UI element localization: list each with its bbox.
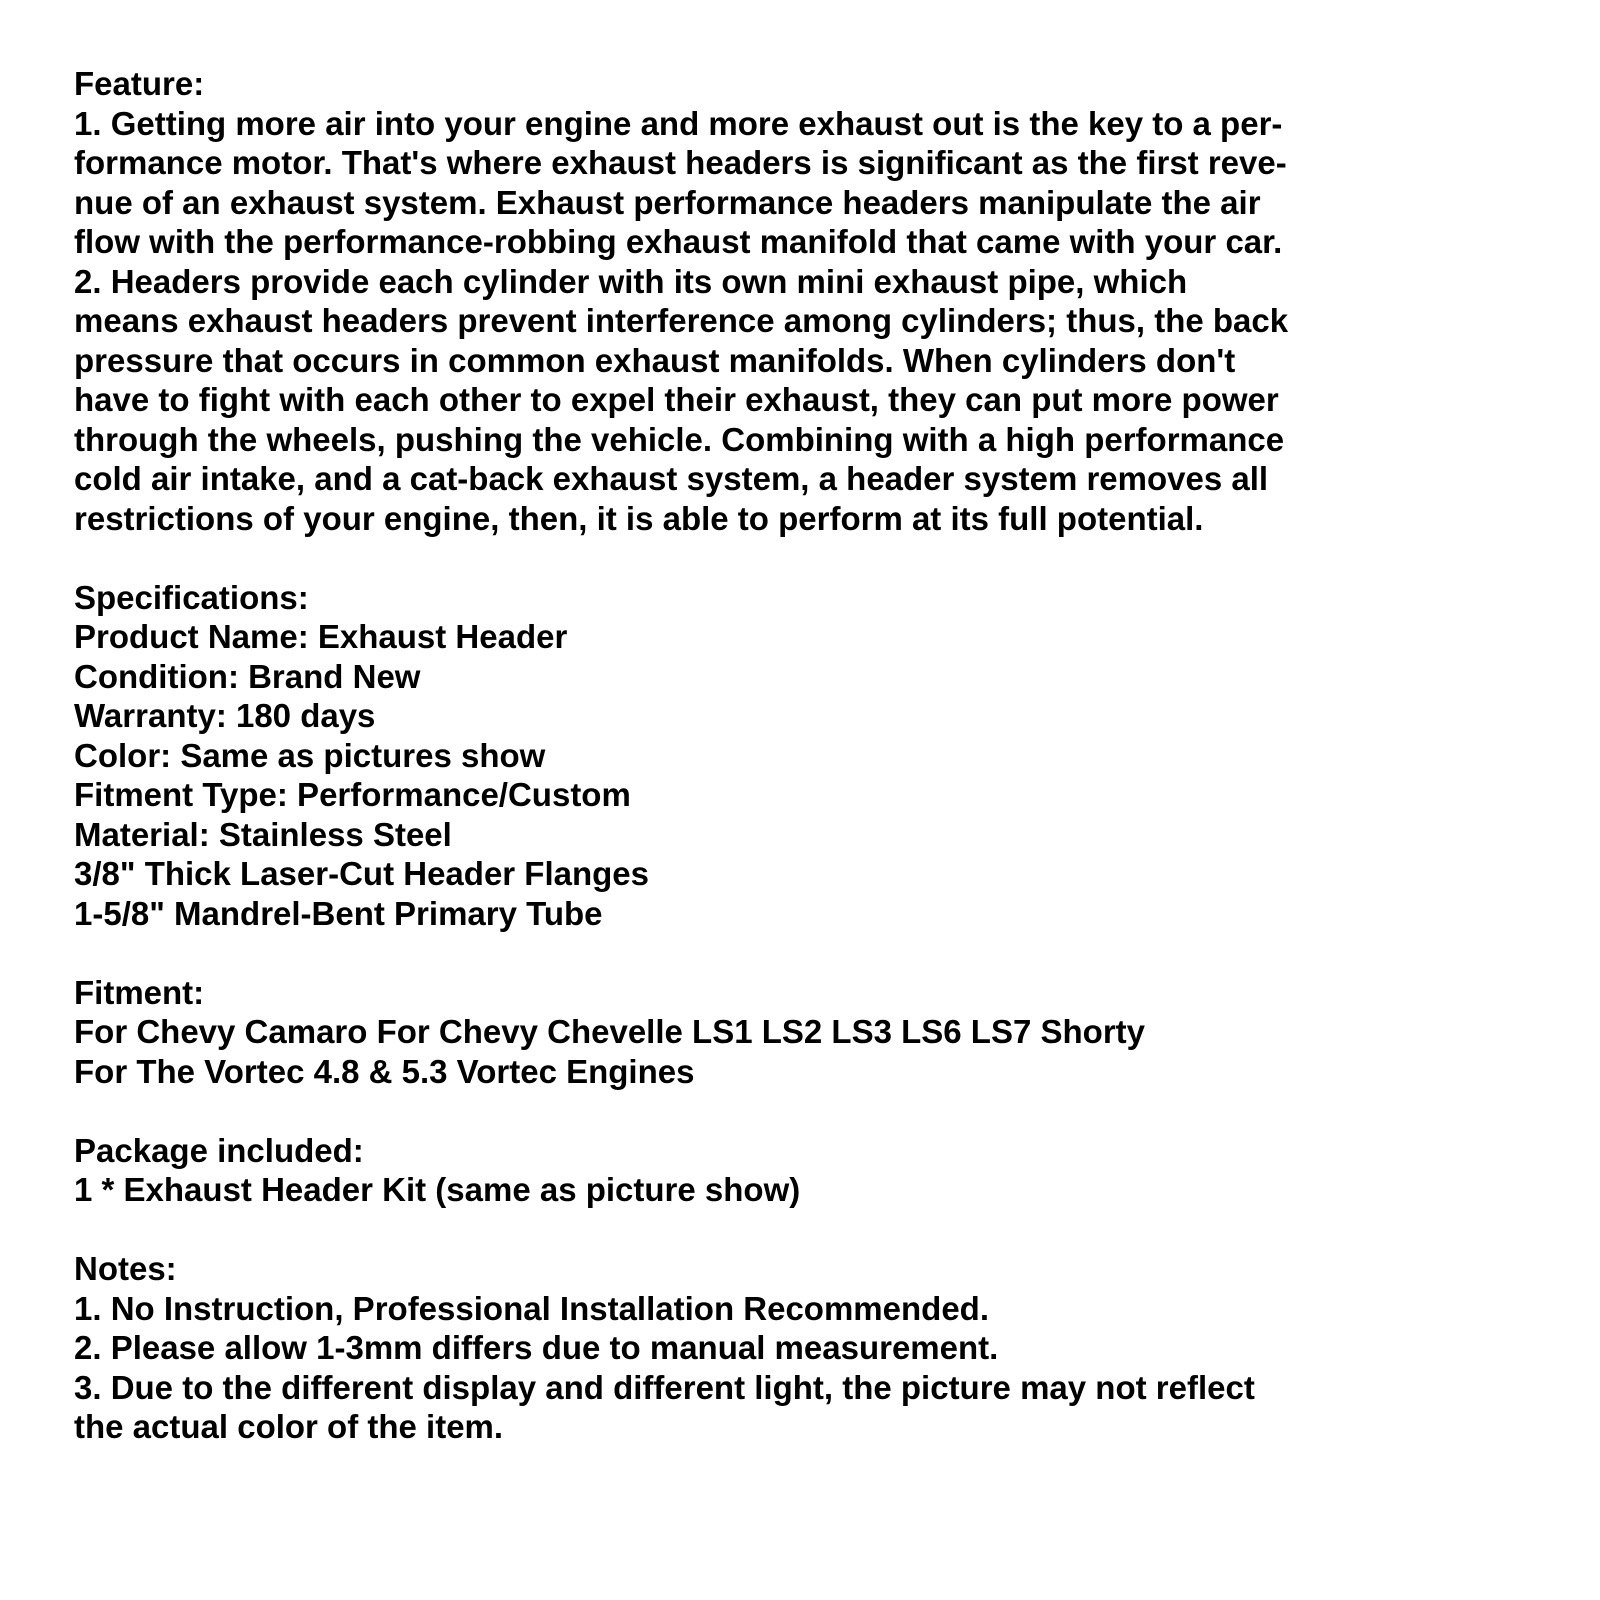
text-line: 1-5/8" Mandrel-Bent Primary Tube [74, 894, 603, 932]
text-line: 1. Getting more air into your engine and more exhaust out is the key to a per- [74, 104, 1283, 142]
section-heading-package-included: Package included: [74, 1131, 364, 1169]
section-feature [74, 64, 1534, 538]
section-heading-specifications: Specifications: [74, 578, 309, 616]
text-line: have to fight with each other to expel their exhaust, they can put more power [74, 381, 1279, 418]
section-heading-fitment: Fitment: [74, 973, 205, 1011]
text-line: pressure that occurs in common exhaust manifolds. When cylinders don't [74, 341, 1236, 379]
text-line: 3. Due to the different display and different light, the picture may not reflect [74, 1368, 1255, 1406]
text-line: nue of an exhaust system. Exhaust performance headers manipulate the air [74, 183, 1261, 221]
text-line: through the wheels, pushing the vehicle. Combining with a high performance [74, 420, 1285, 458]
text-line: 3/8" Thick Laser-Cut Header Flanges [74, 855, 650, 892]
text-line: Fitment Type: Performance/Custom [74, 776, 631, 813]
text-line: For The Vortec 4.8 & 5.3 Vortec Engines [74, 1052, 695, 1090]
text-line: Warranty: 180 days [74, 697, 376, 734]
text-line: the actual color of the item. [74, 1408, 504, 1445]
text-line: 2. Headers provide each cylinder with its own mini exhaust pipe, which [74, 262, 1188, 300]
section-package-included [74, 1131, 1534, 1210]
text-line: restrictions of your engine, then, it is able to perform at its full potential. [74, 499, 1204, 537]
section-heading-notes: Notes: [74, 1250, 177, 1287]
section-heading-feature: Feature: [74, 65, 205, 102]
text-line: Product Name: Exhaust Header [74, 618, 568, 655]
text-line: Condition: Brand New [74, 657, 421, 695]
text-line: formance motor. That's where exhaust headers is significant as the first reve- [74, 144, 1287, 181]
section-fitment [74, 973, 1534, 1092]
text-line: cold air intake, and a cat-back exhaust system, a header system removes all [74, 460, 1269, 497]
text-line: Color: Same as pictures show [74, 736, 546, 774]
text-line: flow with the performance-robbing exhaust manifold that came with your car. [74, 223, 1283, 260]
product-description-text [74, 64, 1534, 1447]
section-notes [74, 1249, 1534, 1447]
text-line: Material: Stainless Steel [74, 815, 452, 853]
text-line: For Chevy Camaro For Chevy Chevelle LS1 LS2 LS3 LS6 LS7 Shorty [74, 1013, 1146, 1050]
text-line: 2. Please allow 1-3mm differs due to manual measurement. [74, 1329, 999, 1366]
text-line: means exhaust headers prevent interference among cylinders; thus, the back [74, 302, 1289, 339]
section-specifications [74, 578, 1534, 934]
text-line: 1. No Instruction, Professional Installation Recommended. [74, 1289, 989, 1327]
text-line: 1 * Exhaust Header Kit (same as picture show) [74, 1171, 801, 1208]
